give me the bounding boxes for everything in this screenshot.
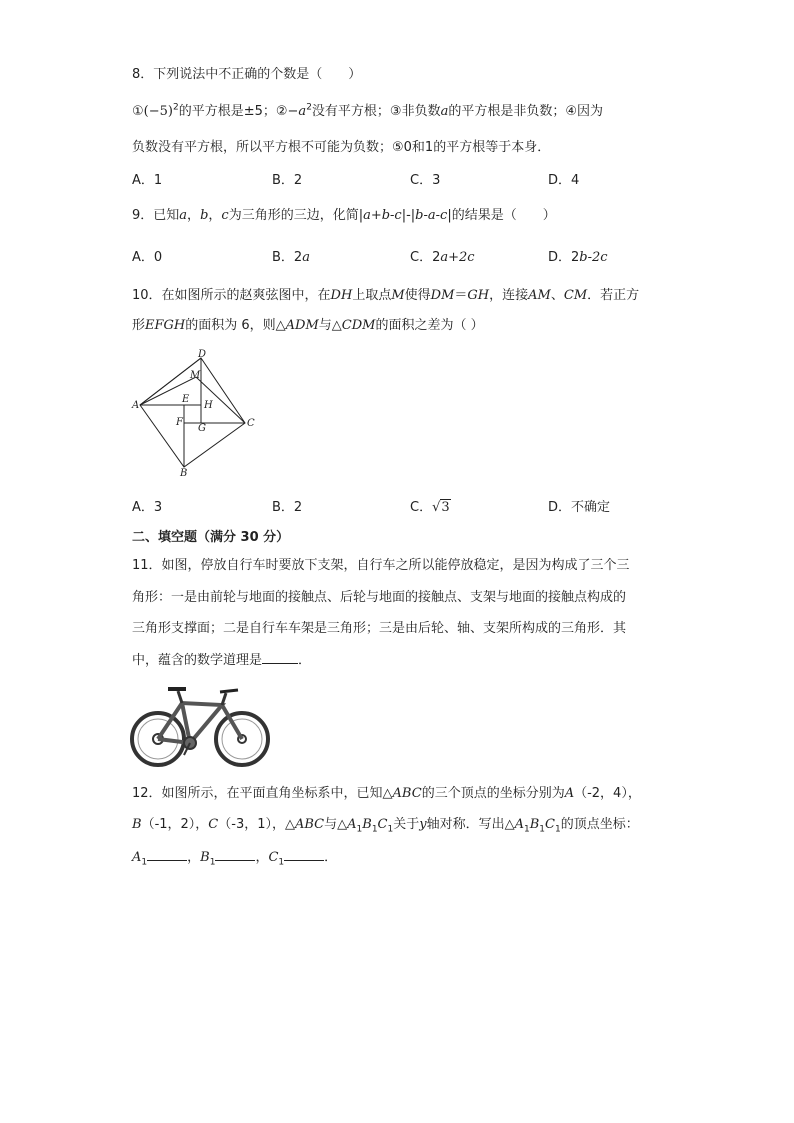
q11-line3: 三角形支撑面；二是自行车车架是三角形；三是由后轮、轴、支架所构成的三角形．其	[132, 621, 627, 636]
q9-option-b[interactable]: B．2a	[272, 250, 310, 265]
bicycle-image	[130, 683, 272, 769]
q8-statements-line1: $①(-5)^2$的平方根是±5；$②-a^2$没有平方根；③非负数a的平方根是非负数；④因为	[132, 102, 603, 119]
q8-statements-line2: 负数没有平方根，所以平方根不可能为负数；⑤0和1的平方根等于本身．	[132, 140, 551, 155]
label-m: M	[190, 370, 201, 381]
q10-stem-line1: 10．在如图所示的赵爽弦图中，在DH上取点M使得DM＝GH，连接AM、CM．若正方	[132, 288, 640, 303]
q10-option-c[interactable]: C．√3	[410, 500, 450, 515]
label-g: G	[198, 423, 206, 434]
q8-option-c[interactable]: C．3	[410, 173, 441, 188]
q8-option-a[interactable]: A．1	[132, 173, 163, 188]
q11-line2: 角形：一是由前轮与地面的接触点、后轮与地面的接触点、支架与地面的接触点构成的	[132, 590, 627, 605]
q12-line1: 12．如图所示，在平面直角坐标系中，已知△ABC的三个顶点的坐标分别为A（-2，4），	[132, 786, 641, 801]
q11-line4: 中，蕴含的数学道理是 ．	[132, 650, 311, 671]
label-e: E	[182, 394, 190, 405]
q8-option-d[interactable]: D．4	[548, 173, 580, 188]
label-f: F	[176, 417, 183, 428]
q12-line3: $A_1$ ，$B_1$ ，$C_1$ ．	[132, 847, 337, 868]
q11-line1: 11．如图，停放自行车时要放下支架，自行车之所以能停放稳定，是因为构成了三个三	[132, 558, 630, 573]
q12-answer-blank-a1[interactable]	[147, 847, 187, 861]
q10-option-a[interactable]: A．3	[132, 500, 163, 515]
section-title-fill-in: 二、填空题（满分 30 分）	[132, 530, 290, 545]
label-c: C	[247, 418, 255, 429]
q10-option-d[interactable]: D．不确定	[548, 500, 611, 515]
line-ad	[140, 358, 201, 405]
q9-option-c[interactable]: C．2a+2c	[410, 250, 475, 265]
label-a: A	[132, 400, 140, 411]
q10-option-b[interactable]: B．2	[272, 500, 303, 515]
q9-option-d[interactable]: D．2b-2c	[548, 250, 608, 265]
q10-stem-line2: 形EFGH的面积为 6，则△ADM与△CDM的面积之差为（ ）	[132, 318, 484, 333]
q12-line2: B（-1，2），C（-3，1），△ABC与$\triangle A_1B_1C_1$关于y轴对称．写出$\triangle A_1B_1C_1$的顶点坐标：	[132, 817, 639, 835]
label-b: B	[180, 468, 188, 478]
label-h: H	[204, 400, 213, 411]
label-d: D	[198, 349, 207, 360]
q11-answer-blank[interactable]	[262, 650, 298, 664]
q12-answer-blank-b1[interactable]	[215, 847, 255, 861]
q9-option-a[interactable]: A．0	[132, 250, 163, 265]
q9-stem: 9．已知a，b，c为三角形的三边，化简|a+b-c|-|b-a-c|的结果是（ ）	[132, 208, 556, 223]
q12-answer-blank-c1[interactable]	[284, 847, 324, 861]
zhao-shuang-figure	[130, 348, 260, 478]
q8-stem: 8．下列说法中不正确的个数是（ ）	[132, 67, 362, 82]
q8-option-b[interactable]: B．2	[272, 173, 303, 188]
